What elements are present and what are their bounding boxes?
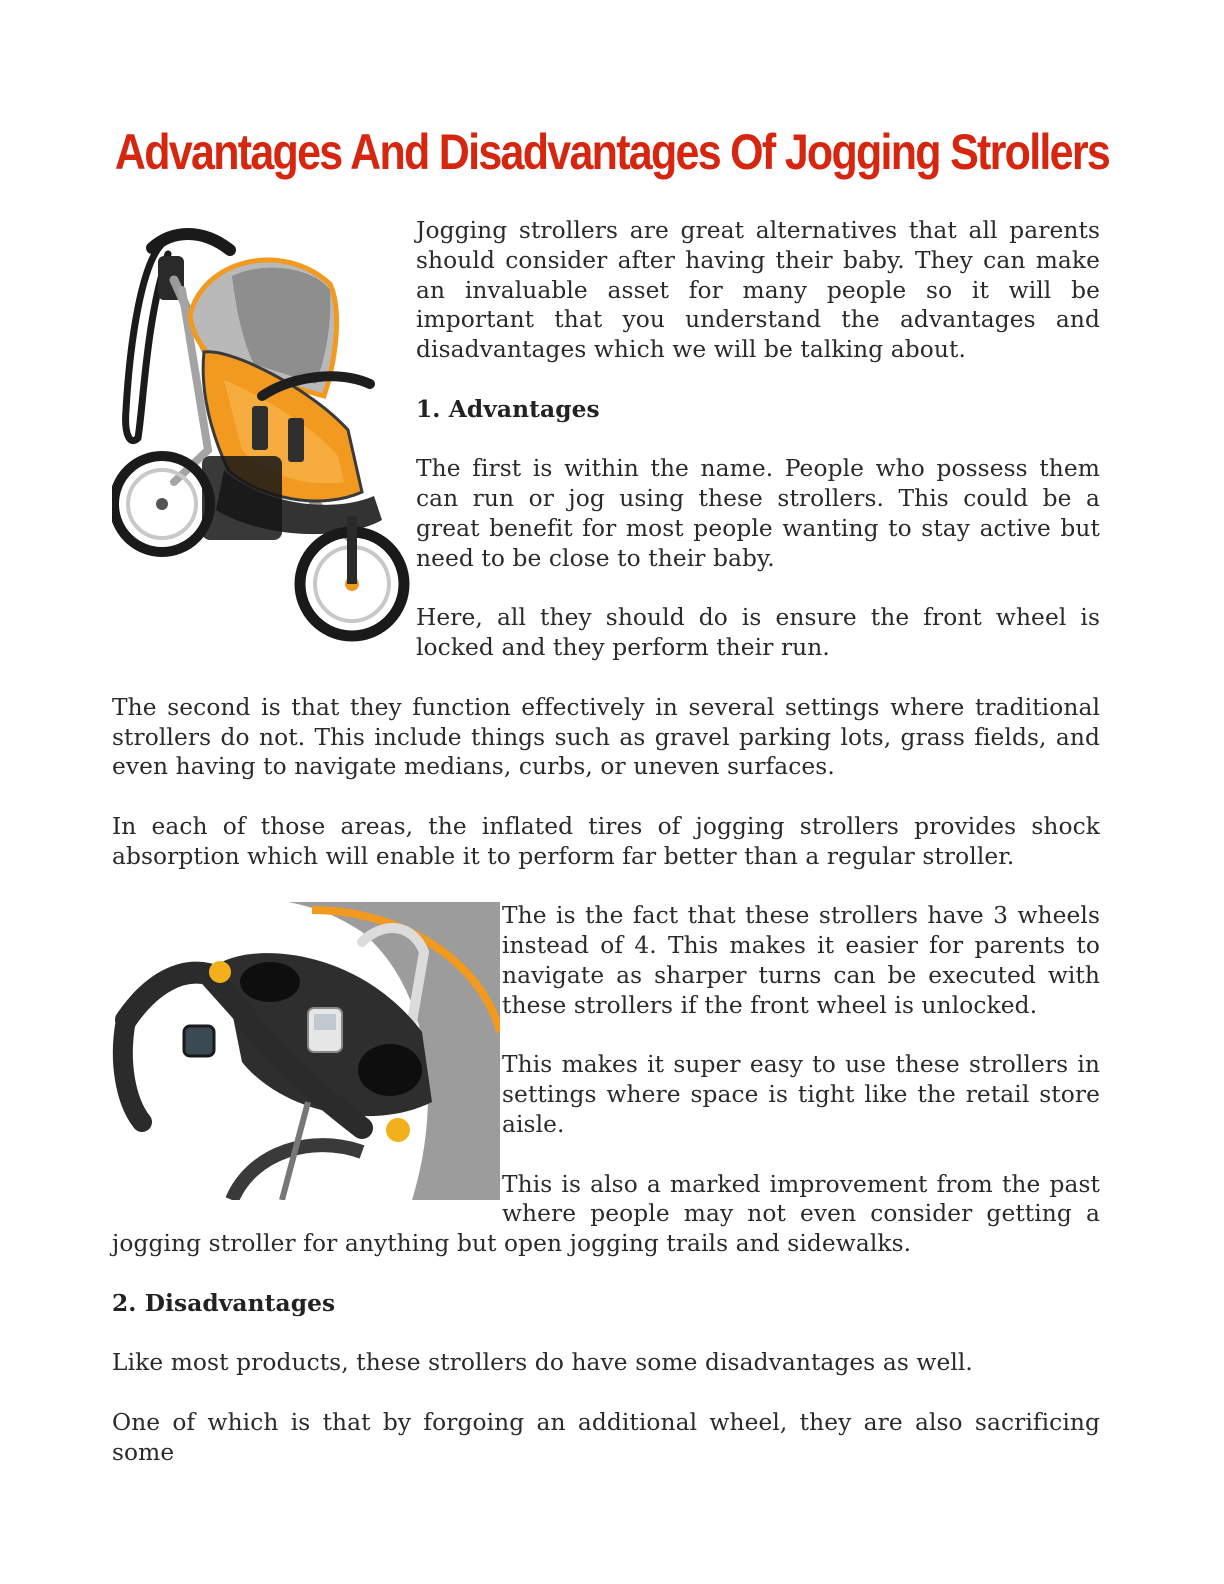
disadvantages-heading: 2. Disadvantages (112, 1289, 336, 1317)
article-body (112, 216, 1100, 1497)
advantages-paragraph-4: In each of those areas, the inflated tires of jogging strollers provides shock absorption which will enable it to perform far better than a regular stroller. (112, 812, 1100, 870)
advantages-paragraph-1: The first is within the name. People who possess them can run or jog using these strollers. This could be a great benefit for most people wanting to stay active but need to be close to their baby. (416, 455, 1100, 572)
page-title: Advantages And Disadvantages Of Jogging Strollers (114, 124, 1110, 180)
advantages-paragraph-6: This makes it super easy to use these strollers in settings where space is tight like the retail store aisle. (502, 1051, 1100, 1138)
disadvantages-paragraph-2: One of which is that by forgoing an additional wheel, they are also sacrificing some (112, 1408, 1100, 1466)
advantages-heading: 1. Advantages (416, 395, 600, 423)
advantages-paragraph-3: The second is that they function effectively in several settings where traditional strollers do not. This include things such as gravel parking lots, grass fields, and even having to navigate medians, curbs, or uneven surfaces. (112, 693, 1100, 781)
stroller-console-image (112, 902, 500, 1200)
advantages-paragraph-7: This is also a marked improvement from the past where people may not even consider getting a jogging stroller for anything but open jogging trails and sidewalks. (112, 1170, 1100, 1258)
disadvantages-paragraph-1: Like most products, these strollers do have some disadvantages as well. (112, 1349, 973, 1377)
advantages-paragraph-5: The is the fact that these strollers have 3 wheels instead of 4. This makes it easier for parents to navigate as sharper turns can be executed with these strollers if the front wheel is unlocked. (502, 902, 1100, 1019)
intro-paragraph: Jogging strollers are great alternatives that all parents should consider after having their baby. They can make an invaluable asset for many people so it will be important that you understand the advantages and disadvantages which we will be talking about. (416, 217, 1100, 364)
jogging-stroller-image (112, 220, 410, 658)
advantages-paragraph-2: Here, all they should do is ensure the front wheel is locked and they perform their run. (416, 604, 1100, 662)
